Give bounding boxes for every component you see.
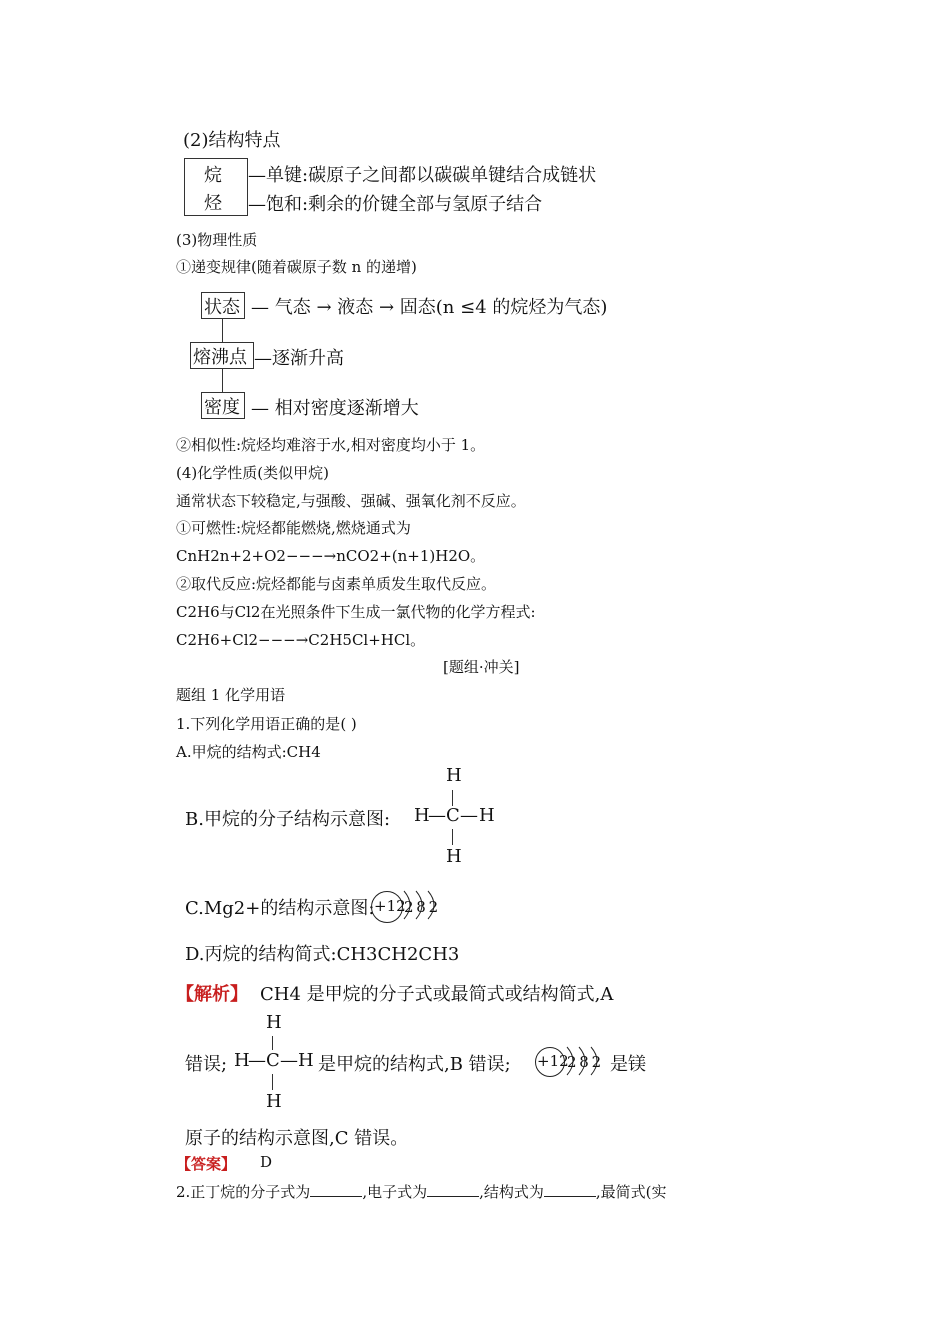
melting-point-text: —逐渐升高 (254, 348, 344, 369)
density-text: — 相对密度逐渐增大 (251, 398, 419, 419)
question-1-stem: 1.下列化学用语正确的是( ) (176, 715, 357, 733)
molecular-formula-blank[interactable] (310, 1182, 362, 1197)
formula-a-bond-top (272, 1036, 273, 1050)
formula-a-c: C (266, 1050, 280, 1071)
analysis-line-2-prefix: 错误; (185, 1054, 228, 1075)
formula-b-c: C (446, 805, 460, 826)
formula-a-dash-left: — (248, 1050, 266, 1071)
group-1-title: 题组 1 化学用语 (176, 686, 286, 704)
option-a: A.甲烷的结构式:CH4 (176, 743, 321, 761)
question-2-part-1: 2.正丁烷的分子式为 (176, 1183, 311, 1201)
substitution-text: ②取代反应:烷烃都能与卤素单质发生取代反应。 (176, 575, 497, 593)
saturated-line: —饱和:剩余的价键全部与氢原子结合 (248, 194, 543, 215)
connector-line-2 (222, 368, 223, 392)
mg-shell-electrons: 2 8 2 (404, 898, 438, 916)
question-2-part-3: ,结构式为 (479, 1183, 544, 1201)
formula-a-h-bottom: H (266, 1091, 282, 1112)
formula-a-bond-bottom (272, 1074, 273, 1090)
formula-b-dash-right: — (460, 805, 478, 826)
section-3-heading: (3)物理性质 (176, 231, 258, 249)
formula-a-h-left: H (234, 1050, 250, 1071)
structural-formula-blank[interactable] (544, 1182, 596, 1197)
state-box-label: 状态 (204, 297, 240, 318)
combustion-equation: CnH2n+2+O2−−−→nCO2+(n+1)H2O。 (176, 547, 486, 565)
connector-line-1 (222, 318, 223, 342)
formula-b-h-top: H (446, 765, 462, 786)
electron-formula-blank[interactable] (427, 1182, 479, 1197)
answer-tag: 【答案】 (176, 1155, 237, 1173)
gradient-rule: ①递变规律(随着碳原子数 n 的递增) (176, 258, 417, 276)
formula-b-h-left: H (414, 805, 430, 826)
alkane-box-char-2: 烃 (204, 193, 222, 214)
formula-b-dash-left: — (428, 805, 446, 826)
answer-value: D (260, 1153, 273, 1171)
question-2-part-2: ,电子式为 (362, 1183, 428, 1201)
question-2 (176, 1181, 667, 1202)
formula-a-h-right: H (298, 1050, 314, 1071)
formula-b-h-bottom: H (446, 846, 462, 867)
mg-nucleus-charge: +12 (374, 897, 406, 915)
substitution-equation: C2H6+Cl2−−−→C2H5Cl+HCl。 (176, 631, 426, 649)
similarity-text: ②相似性:烷烃均难溶于水,相对密度均小于 1。 (176, 436, 486, 454)
option-b: B.甲烷的分子结构示意图: (185, 809, 391, 830)
combustion-text: ①可燃性:烷烃都能燃烧,燃烧通式为 (176, 519, 411, 537)
option-d: D.丙烷的结构简式:CH3CH2CH3 (185, 944, 460, 965)
section-2-heading: (2)结构特点 (183, 130, 281, 151)
single-bond-line: —单键:碳原子之间都以碳碳单键结合成链状 (248, 165, 597, 186)
formula-b-bond-top (452, 790, 453, 806)
option-c: C.Mg2+的结构示意图: (185, 898, 375, 919)
melting-point-box-label: 熔沸点 (193, 347, 247, 368)
mg-atom-shell-electrons: 2 8 2 (567, 1053, 601, 1071)
stability-text: 通常状态下较稳定,与强酸、强碱、强氧化剂不反应。 (176, 492, 526, 510)
formula-b-bond-bottom (452, 829, 453, 845)
question-2-part-4: ,最简式(实 (595, 1183, 667, 1201)
formula-a-dash-right: — (280, 1050, 298, 1071)
formula-b-h-right: H (479, 805, 495, 826)
mg-atom-nucleus-charge: +12 (537, 1052, 569, 1070)
state-text: — 气态 → 液态 → 固态(n ≤4 的烷烃为气态) (251, 297, 608, 318)
alkane-box-char-1: 烷 (204, 165, 222, 186)
group-header: [题组·冲关] (443, 658, 520, 676)
formula-a-h-top: H (266, 1012, 282, 1033)
density-box-label: 密度 (204, 397, 240, 418)
analysis-line-3: 原子的结构示意图,C 错误。 (185, 1128, 409, 1149)
analysis-tag: 【解析】 (176, 984, 248, 1005)
analysis-line-1: CH4 是甲烷的分子式或最简式或结构简式,A (260, 984, 614, 1005)
analysis-line-2-suffix: 是镁 (610, 1054, 646, 1075)
analysis-line-2-middle: 是甲烷的结构式,B 错误; (318, 1054, 511, 1075)
section-4-heading: (4)化学性质(类似甲烷) (176, 464, 329, 482)
substitution-description: C2H6与Cl2在光照条件下生成一氯代物的化学方程式: (176, 603, 536, 621)
